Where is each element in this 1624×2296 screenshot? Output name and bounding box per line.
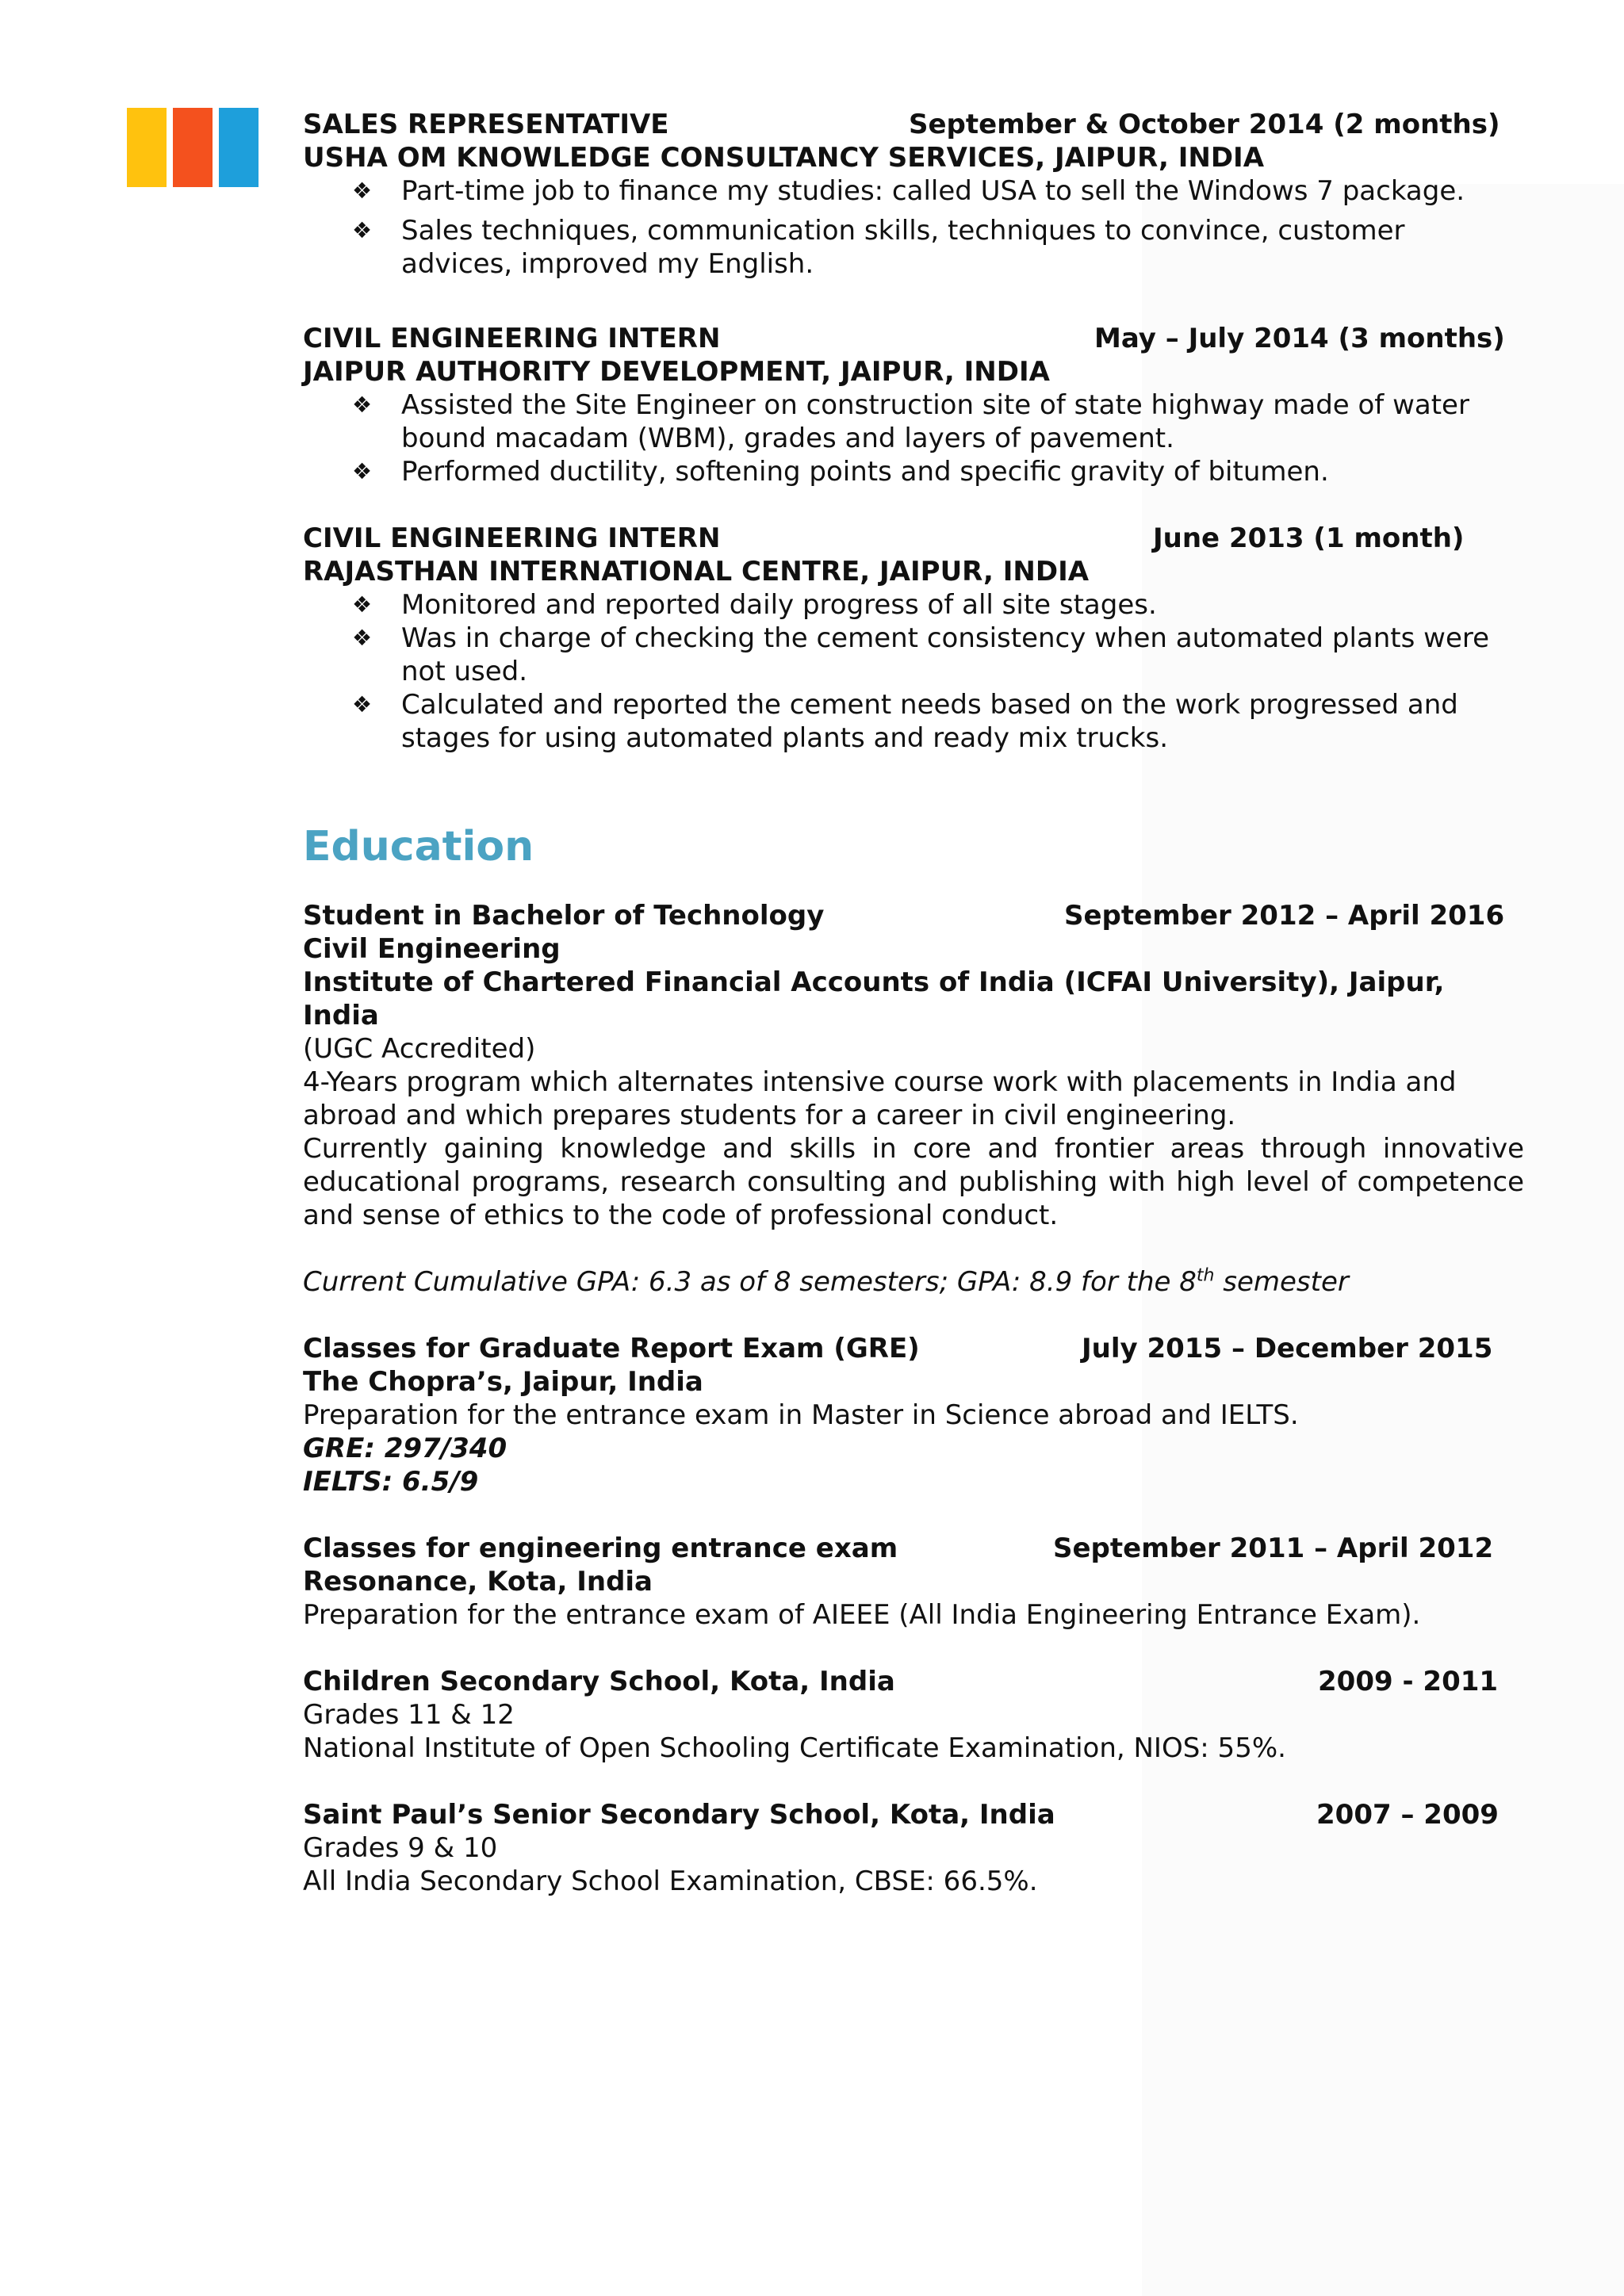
exam-result: All India Secondary School Examination, CBSE: 66.5%. <box>303 1866 1038 1897</box>
education-entry <box>303 1798 1524 1898</box>
degree-title: Student in Bachelor of Technology <box>303 900 825 932</box>
entry-header <box>303 1332 1524 1365</box>
diamond-bullet-icon: ❖ <box>352 691 373 718</box>
course-title: Classes for engineering entrance exam <box>303 1533 898 1564</box>
grades: Grades 9 & 10 <box>303 1832 498 1864</box>
bullet-text: Performed ductility, softening points and specific gravity of bitumen. <box>401 456 1329 488</box>
job-dates: September & October 2014 (2 months) <box>909 109 1500 140</box>
diamond-bullet-icon: ❖ <box>352 217 373 243</box>
exam-result: National Institute of Open Schooling Certificate Examination, NIOS: 55%. <box>303 1732 1286 1764</box>
three-colored-bars-logo <box>127 108 259 187</box>
bullet-text: Was in charge of checking the cement consistency when automated plants were not used. <box>401 622 1490 687</box>
institute-name: Institute of Chartered Financial Accounts of India (ICFAI University), Jaipur, India <box>303 966 1445 1031</box>
experience-entry <box>303 108 1524 281</box>
list-item <box>303 622 1524 688</box>
school-location: The Chopra’s, Jaipur, India <box>303 1366 703 1398</box>
section-title-education: Education <box>303 823 534 871</box>
test-score: IELTS: 6.5/9 <box>303 1466 479 1498</box>
bullet-text: Sales techniques, communication skills, techniques to convince, customer advices, improved my English. <box>401 215 1405 280</box>
bullet-text: Calculated and reported the cement needs based on the work progressed and stages for using automated plants and ready mix trucks. <box>401 689 1458 754</box>
logo-bar-blue <box>219 108 259 187</box>
bullet-text: Assisted the Site Engineer on construction site of state highway made of water bound macadam (WBM), grades and layers of pavement. <box>401 389 1469 454</box>
list-item <box>303 688 1524 755</box>
company-name: JAIPUR AUTHORITY DEVELOPMENT, JAIPUR, INDIA <box>303 356 1050 388</box>
bullet-list <box>303 588 1524 755</box>
list-item <box>303 455 1524 488</box>
gpa-text-end: semester <box>1214 1266 1349 1298</box>
diamond-bullet-icon: ❖ <box>352 591 373 618</box>
entry-header <box>303 322 1524 355</box>
education-entry <box>303 1532 1524 1632</box>
company-name: RAJASTHAN INTERNATIONAL CENTRE, JAIPUR, INDIA <box>303 556 1090 587</box>
job-dates: May – July 2014 (3 months) <box>1094 323 1505 354</box>
bullet-text: Monitored and reported daily progress of all site stages. <box>401 589 1157 621</box>
education-dates: September 2012 – April 2016 <box>1064 900 1505 932</box>
school-title: Children Secondary School, Kota, India <box>303 1666 895 1697</box>
bullet-list <box>303 388 1524 488</box>
bullet-list <box>303 174 1524 281</box>
gpa-line <box>303 1265 1524 1299</box>
entry-header <box>303 1532 1524 1565</box>
course-description: Preparation for the entrance exam of AIEEE (All India Engineering Entrance Exam). <box>303 1599 1421 1631</box>
diamond-bullet-icon: ❖ <box>352 392 373 418</box>
test-score: GRE: 297/340 <box>303 1433 508 1464</box>
list-item <box>303 388 1524 455</box>
list-item <box>303 214 1524 281</box>
logo-bar-orange <box>173 108 213 187</box>
list-item <box>303 588 1524 622</box>
field-of-study: Civil Engineering <box>303 933 561 965</box>
education-entry <box>303 899 1524 1299</box>
diamond-bullet-icon: ❖ <box>352 625 373 651</box>
experience-entry <box>303 322 1524 488</box>
education-dates: 2007 – 2009 <box>1316 1799 1499 1831</box>
diamond-bullet-icon: ❖ <box>352 178 373 204</box>
school-title: Saint Paul’s Senior Secondary School, Kota, India <box>303 1799 1055 1831</box>
education-dates: 2009 - 2011 <box>1318 1666 1499 1697</box>
school-location: Resonance, Kota, India <box>303 1566 653 1598</box>
entry-header <box>303 108 1524 141</box>
program-description: 4-Years program which alternates intensive course work with placements in India and abroad and which prepares students for a career in civil engineering. <box>303 1066 1457 1131</box>
job-title: CIVIL ENGINEERING INTERN <box>303 323 721 354</box>
entry-header <box>303 1798 1524 1831</box>
company-name: USHA OM KNOWLEDGE CONSULTANCY SERVICES, JAIPUR, INDIA <box>303 142 1265 174</box>
education-entry <box>303 1665 1524 1765</box>
gpa-superscript: th <box>1196 1265 1215 1286</box>
education-entry <box>303 1332 1524 1498</box>
job-dates: June 2013 (1 month) <box>1153 522 1465 554</box>
list-item <box>303 174 1524 208</box>
education-dates: September 2011 – April 2012 <box>1053 1533 1494 1564</box>
course-description: Preparation for the entrance exam in Master in Science abroad and IELTS. <box>303 1399 1299 1431</box>
course-title: Classes for Graduate Report Exam (GRE) <box>303 1333 920 1364</box>
gpa-text: Current Cumulative GPA: 6.3 as of 8 semesters; GPA: 8.9 for the 8 <box>303 1266 1197 1298</box>
entry-header <box>303 1665 1524 1698</box>
diamond-bullet-icon: ❖ <box>352 458 373 484</box>
entry-header <box>303 522 1524 555</box>
job-title: SALES REPRESENTATIVE <box>303 109 669 140</box>
grades: Grades 11 & 12 <box>303 1699 515 1731</box>
accreditation: (UGC Accredited) <box>303 1033 536 1065</box>
job-title: CIVIL ENGINEERING INTERN <box>303 522 721 554</box>
program-description: Currently gaining knowledge and skills in core and frontier areas through innovative educational programs, research consulting and publishing with high level of competence and sense of ethics to the code of professional conduct. <box>303 1133 1524 1231</box>
entry-header <box>303 899 1524 932</box>
logo-bar-yellow <box>127 108 167 187</box>
experience-entry <box>303 522 1524 755</box>
education-dates: July 2015 – December 2015 <box>1082 1333 1493 1364</box>
resume-content <box>303 108 1524 1898</box>
bullet-text: Part-time job to finance my studies: called USA to sell the Windows 7 package. <box>401 175 1465 207</box>
